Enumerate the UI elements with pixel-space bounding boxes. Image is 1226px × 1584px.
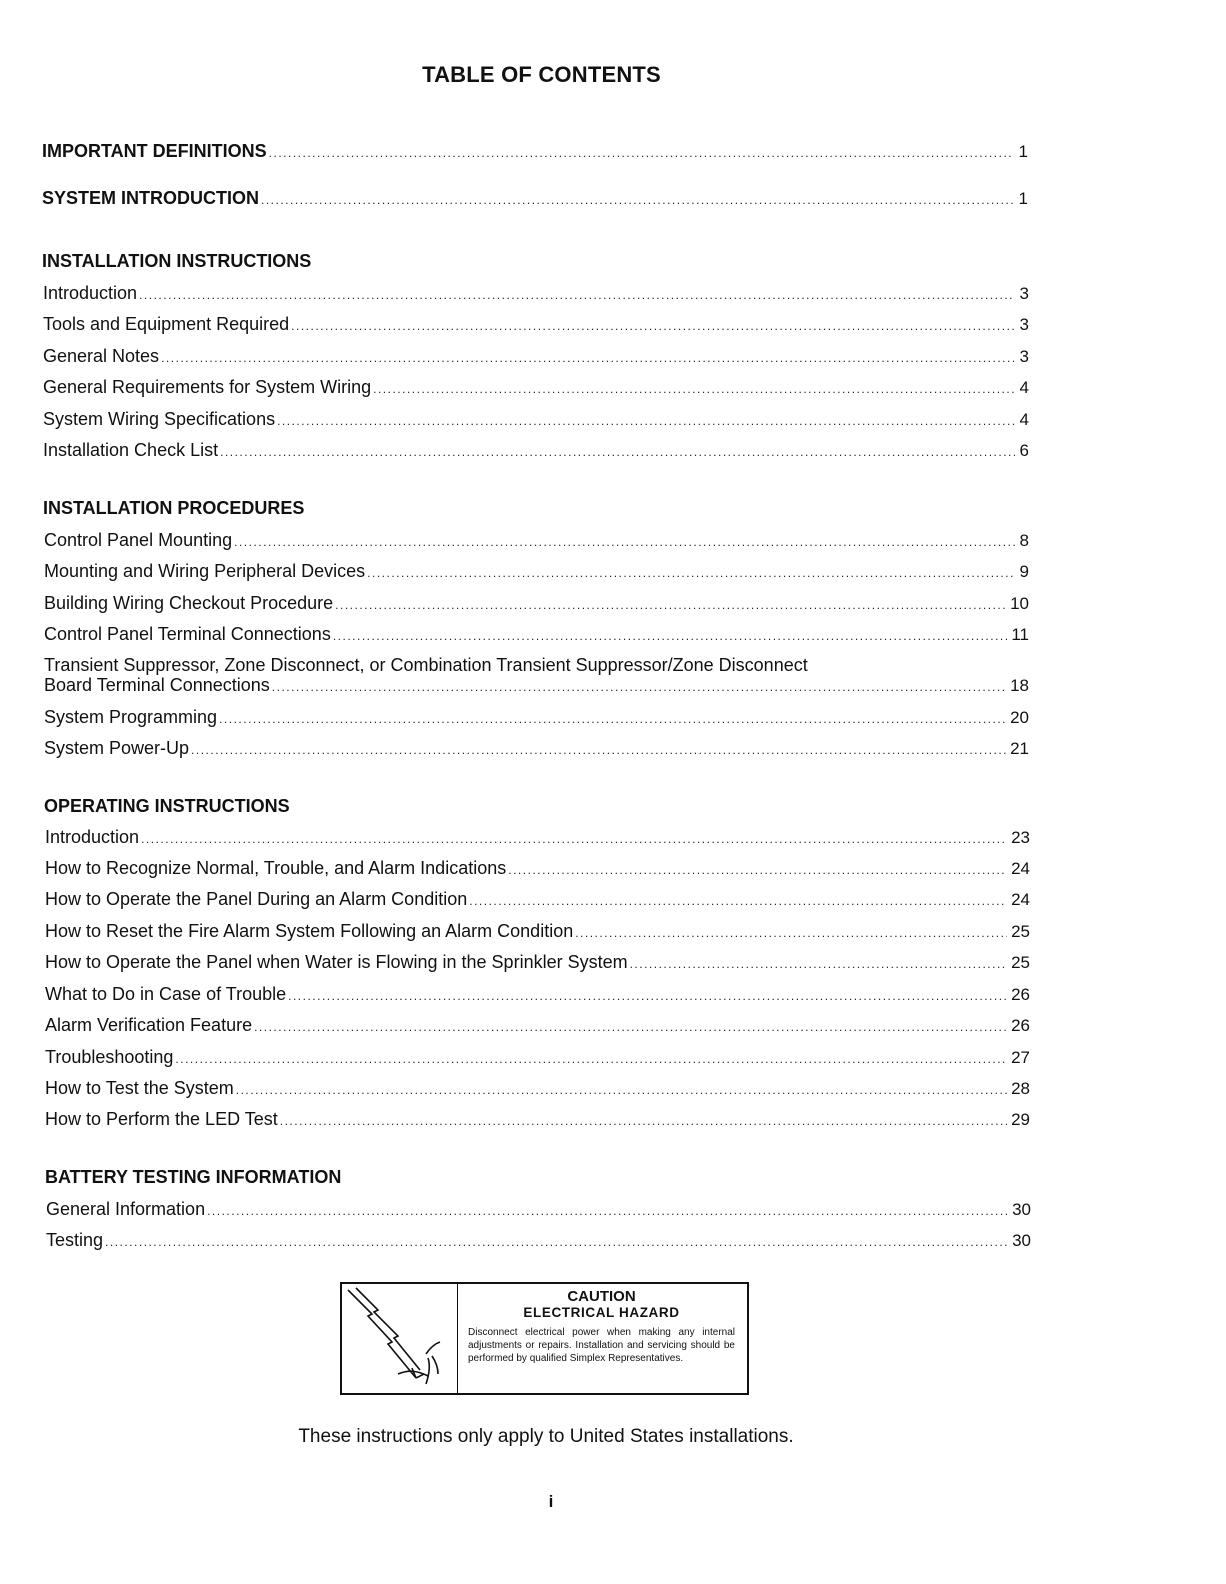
toc-entry-page: 24 <box>1011 890 1030 909</box>
leader-dots <box>277 410 1015 432</box>
toc-entry[interactable] <box>44 623 1029 647</box>
leader-dots <box>207 1200 1008 1222</box>
leader-dots <box>508 859 1007 881</box>
toc-entry[interactable] <box>45 1014 1030 1038</box>
toc-entry-page: 1 <box>1018 189 1028 208</box>
leader-dots <box>469 890 1007 912</box>
toc-entry[interactable] <box>46 1198 1031 1222</box>
leader-dots <box>261 189 1014 211</box>
toc-entry-page: 3 <box>1019 315 1029 334</box>
toc-entry-label: What to Do in Case of Trouble <box>45 984 287 1004</box>
toc-entry-label: How to Operate the Panel when Water is Flowing in the Sprinkler System <box>45 952 628 972</box>
toc-entry-label: Testing <box>46 1230 104 1250</box>
section-heading-operating-instructions: OPERATING INSTRUCTIONS <box>44 796 290 816</box>
page-title: TABLE OF CONTENTS <box>422 62 661 87</box>
leader-dots <box>191 739 1006 761</box>
toc-entry-page: 18 <box>1010 676 1029 695</box>
section-heading-installation-procedures: INSTALLATION PROCEDURES <box>43 498 305 518</box>
leader-dots <box>254 1016 1007 1038</box>
caution-subtitle: ELECTRICAL HAZARD <box>523 1305 680 1320</box>
toc-entry-page: 29 <box>1011 1110 1030 1129</box>
toc-entry-page: 8 <box>1019 531 1029 550</box>
toc-entry-page: 23 <box>1011 828 1030 847</box>
toc-entry-label: SYSTEM INTRODUCTION <box>42 188 260 208</box>
page-number: i <box>548 1492 554 1511</box>
toc-entry[interactable] <box>46 1229 1031 1253</box>
leader-dots <box>272 676 1006 698</box>
toc-entry[interactable] <box>44 592 1029 616</box>
toc-entry[interactable] <box>45 983 1030 1007</box>
toc-entry-label: Mounting and Wiring Peripheral Devices <box>44 561 366 581</box>
toc-entry-label-cont: Board Terminal Connections <box>44 675 270 695</box>
toc-entry-page: 9 <box>1019 562 1029 581</box>
toc-entry-label: Tools and Equipment Required <box>43 314 290 334</box>
leader-dots <box>141 828 1007 850</box>
toc-entry[interactable] <box>43 408 1029 432</box>
leader-dots <box>269 142 1014 164</box>
toc-entry[interactable] <box>45 951 1030 975</box>
toc-entry[interactable] <box>43 376 1029 400</box>
toc-entry-page: 30 <box>1012 1231 1031 1250</box>
electrical-hazard-icon <box>342 1284 458 1393</box>
toc-entry-page: 20 <box>1010 708 1029 727</box>
toc-entry[interactable] <box>45 1077 1030 1101</box>
toc-entry-label: General Notes <box>43 346 160 366</box>
toc-entry-label: Building Wiring Checkout Procedure <box>44 593 334 613</box>
toc-entry-page: 30 <box>1012 1200 1031 1219</box>
leader-dots <box>373 378 1015 400</box>
toc-entry-label: Control Panel Terminal Connections <box>44 624 331 644</box>
toc-entry[interactable] <box>44 706 1029 730</box>
caution-text <box>458 1284 747 1393</box>
leader-dots <box>335 594 1006 616</box>
toc-entry-label: Introduction <box>43 283 138 303</box>
toc-entry-label: System Wiring Specifications <box>43 409 276 429</box>
toc-entry-label: How to Reset the Fire Alarm System Following an Alarm Condition <box>45 921 574 941</box>
toc-entry-label: General Requirements for System Wiring <box>43 377 372 397</box>
toc-entry-page: 3 <box>1019 347 1029 366</box>
toc-entry-continuation <box>44 674 1029 698</box>
toc-entry-label: Transient Suppressor, Zone Disconnect, or Combination Transient Suppressor/Zone Disconnect <box>44 655 808 675</box>
toc-entry-page: 28 <box>1011 1079 1030 1098</box>
toc-entry[interactable] <box>45 1108 1030 1132</box>
leader-dots <box>139 284 1015 306</box>
toc-entry-label: System Power-Up <box>44 738 190 758</box>
leader-dots <box>175 1048 1007 1070</box>
toc-entry[interactable] <box>43 313 1029 337</box>
toc-entry-label: System Programming <box>44 707 218 727</box>
toc-entry[interactable] <box>45 920 1030 944</box>
toc-entry-page: 21 <box>1010 739 1029 758</box>
toc-entry[interactable] <box>44 737 1029 761</box>
leader-dots <box>575 922 1007 944</box>
toc-entry-label: Control Panel Mounting <box>44 530 233 550</box>
leader-dots <box>630 953 1007 975</box>
toc-entry[interactable] <box>44 560 1029 584</box>
toc-entry-label: IMPORTANT DEFINITIONS <box>42 141 267 161</box>
toc-entry-system-introduction[interactable] <box>42 187 1028 211</box>
leader-dots <box>280 1110 1007 1132</box>
toc-entry-page: 4 <box>1019 410 1029 429</box>
toc-entry-label: How to Operate the Panel During an Alarm Condition <box>45 889 468 909</box>
toc-entry-page: 26 <box>1011 1016 1030 1035</box>
toc-entry-page: 6 <box>1019 441 1029 460</box>
section-heading-installation-instructions: INSTALLATION INSTRUCTIONS <box>42 251 312 271</box>
toc-entry-important-definitions[interactable] <box>42 140 1028 164</box>
toc-entry-page: 26 <box>1011 985 1030 1004</box>
toc-entry-label: Introduction <box>45 827 140 847</box>
leader-dots <box>161 347 1015 369</box>
toc-entry-label: How to Test the System <box>45 1078 234 1098</box>
toc-entry[interactable] <box>43 345 1029 369</box>
toc-entry[interactable] <box>45 826 1030 850</box>
toc-entry-page: 10 <box>1010 594 1029 613</box>
caution-box <box>340 1282 749 1395</box>
toc-entry-page: 24 <box>1011 859 1030 878</box>
toc-entry[interactable] <box>45 857 1030 881</box>
toc-entry-label: How to Perform the LED Test <box>45 1109 278 1129</box>
footer-note: These instructions only apply to United States installations. <box>298 1426 794 1447</box>
toc-entry-page: 4 <box>1019 378 1029 397</box>
caution-body: Disconnect electrical power when making any internal adjustments or repairs. Installation and servicing should be performed by qualified Simplex Representatives. <box>468 1327 735 1364</box>
leader-dots <box>288 985 1007 1007</box>
toc-entry-label: General Information <box>46 1199 206 1219</box>
section-heading-battery-testing: BATTERY TESTING INFORMATION <box>45 1167 342 1187</box>
toc-entry[interactable] <box>43 439 1029 463</box>
toc-entry[interactable] <box>45 888 1030 912</box>
toc-entry-page: 1 <box>1018 142 1028 161</box>
leader-dots <box>291 315 1015 337</box>
leader-dots <box>234 531 1015 553</box>
toc-entry-page: 25 <box>1011 922 1030 941</box>
toc-entry-label: Installation Check List <box>43 440 219 460</box>
toc-entry[interactable] <box>45 1046 1030 1070</box>
toc-entry-page: 3 <box>1019 284 1029 303</box>
toc-entry-page: 25 <box>1011 953 1030 972</box>
toc-entry-page: 27 <box>1011 1048 1030 1067</box>
toc-entry-page: 11 <box>1011 625 1029 644</box>
caution-title: CAUTION <box>567 1288 636 1305</box>
toc-entry[interactable] <box>44 529 1029 553</box>
toc-entry[interactable] <box>43 282 1029 306</box>
leader-dots <box>105 1231 1008 1253</box>
toc-entry-label: Troubleshooting <box>45 1047 174 1067</box>
toc-entry-label: How to Recognize Normal, Trouble, and Alarm Indications <box>45 858 507 878</box>
leader-dots <box>236 1079 1007 1101</box>
leader-dots <box>367 562 1015 584</box>
leader-dots <box>219 708 1006 730</box>
leader-dots <box>333 625 1008 647</box>
toc-entry-label: Alarm Verification Feature <box>45 1015 253 1035</box>
leader-dots <box>220 441 1015 463</box>
